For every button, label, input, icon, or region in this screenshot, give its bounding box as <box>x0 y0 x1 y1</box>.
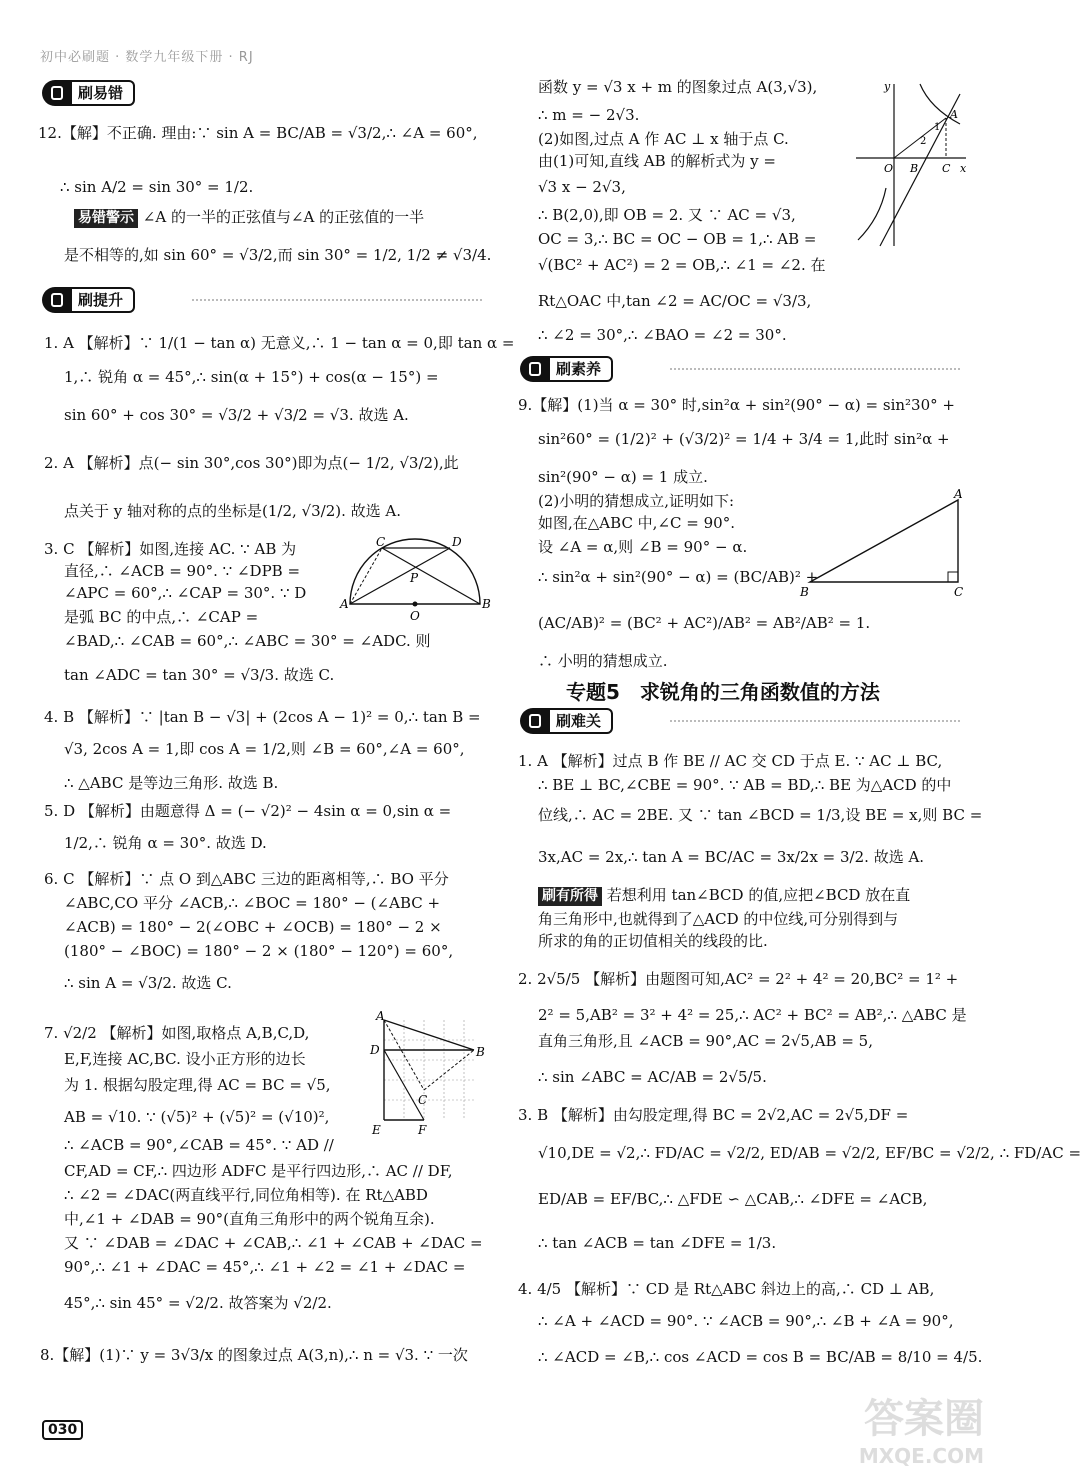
text-content: 45°,∴ sin 45° = √2/2. 故答案为 √2/2. <box>64 1294 332 1312</box>
text-line <box>518 968 958 990</box>
text-content: 1. A 【解析】∵ 1/(1 − tan α) 无意义,∴ 1 − tan α = 0,即 tan α = <box>44 334 515 352</box>
text-content: ∴ ∠2 = 30°,∴ ∠BAO = ∠2 = 30°. <box>538 326 787 344</box>
text-content: ∴ ∠ACD = ∠B,∴ cos ∠ACD = cos B = BC/AB = 8/10 = 4/5. <box>538 1348 983 1366</box>
text-line <box>518 1104 908 1126</box>
segment-cb <box>382 548 480 604</box>
running-header: 初中必刷题 · 数学九年级下册 · RJ <box>40 50 254 65</box>
divider <box>192 299 482 301</box>
right-triangle-figure <box>798 486 970 598</box>
badge-label: 刷素养 <box>550 356 613 382</box>
text-line <box>60 176 253 198</box>
text-line <box>538 536 747 558</box>
text-content: 6. C 【解析】∵ 点 O 到△ABC 三边的距离相等,∴ BO 平分 <box>44 870 449 888</box>
text-line <box>518 1278 934 1300</box>
text-line <box>64 916 442 938</box>
fig-label: A <box>340 597 349 611</box>
text-line <box>538 846 924 868</box>
text-line <box>64 560 300 582</box>
fig-label: y <box>884 80 891 93</box>
fig-label: F <box>418 1123 427 1137</box>
text-content: √3, 2cos A = 1,即 cos A = 1/2,则 ∠B = 60°,∠A = 60°, <box>64 740 465 758</box>
text-line <box>44 706 481 728</box>
text-content: ∴ tan ∠ACB = tan ∠DFE = 1/3. <box>538 1234 777 1252</box>
text-line <box>538 612 870 634</box>
text-content: 直角三角形,且 ∠ACB = 90°,AC = 2√5,AB = 5, <box>538 1032 873 1050</box>
fig-label: C <box>954 585 964 599</box>
text-content: ∴ sin ∠ABC = AC/AB = 2√5/5. <box>538 1068 767 1086</box>
fig-label: C <box>942 162 951 175</box>
text-line <box>538 1232 776 1254</box>
text-content: 点关于 y 轴对称的点的坐标是(1/2, √3/2). 故选 A. <box>64 502 401 520</box>
fig-label: A <box>376 1009 385 1023</box>
text-content: 位线,∴ AC = 2BE. 又 ∵ tan ∠BCD = 1/3,设 BE = x,则 BC = <box>538 806 983 824</box>
coordinate-figure <box>850 78 970 250</box>
text-content: tan ∠ADC = tan 30° = √3/3. 故选 C. <box>64 666 335 684</box>
fig-label: A <box>954 487 963 501</box>
badge-label: 刷难关 <box>550 708 613 734</box>
text-line <box>538 76 817 98</box>
text-line <box>64 1048 306 1070</box>
text-line <box>64 582 306 604</box>
divider <box>670 720 960 722</box>
text-content: ∴ m = − 2√3. <box>538 106 640 124</box>
watermark <box>859 1387 984 1468</box>
text-line <box>64 1134 334 1156</box>
fig-label: B <box>910 162 919 175</box>
text-line <box>38 122 478 144</box>
grid-figure <box>366 1010 492 1138</box>
text-line <box>538 428 950 450</box>
segment-cb <box>424 1050 474 1090</box>
text-line <box>74 206 424 228</box>
text-line <box>538 1142 1081 1164</box>
triangle-abc <box>810 500 958 582</box>
text-line <box>64 772 278 794</box>
text-content: ∴ △ABC 是等边三角形. 故选 B. <box>64 774 279 792</box>
text-content: 8.【解】(1)∵ y = 3√3/x 的图象过点 A(3,n),∴ n = √3. ∵ 一次 <box>40 1346 468 1364</box>
text-content: 又 ∵ ∠DAB = ∠DAC + ∠CAB,∴ ∠1 + ∠CAB + ∠DAC = <box>64 1234 483 1252</box>
text-line <box>538 254 826 276</box>
text-line <box>538 1346 982 1368</box>
text-content: 2. A 【解析】点(− sin 30°,cos 30°)即为点(− 1/2, √3/2),此 <box>44 454 459 472</box>
segment-ab <box>384 1020 474 1050</box>
text-content: 5. D 【解析】由题意得 Δ = (− √2)² − 4sin α = 0,sin α = <box>44 802 452 820</box>
text-line <box>538 490 734 512</box>
text-content: sin²(90° − α) = 1 成立. <box>538 468 708 486</box>
fig-label: x <box>960 162 967 175</box>
watermark-logo-text: 答案圈 <box>864 1396 984 1442</box>
text-line <box>64 366 439 388</box>
text-line <box>64 1208 435 1230</box>
text-content: CF,AD = CF,∴ 四边形 ADFC 是平行四边形,∴ AC // DF, <box>64 1162 453 1180</box>
text-content: √(BC² + AC²) = 2 = OB,∴ ∠1 = ∠2. 在 <box>538 256 826 274</box>
fig-label: B <box>482 597 491 611</box>
text-line <box>64 1292 332 1314</box>
text-content: 1/2,∴ 锐角 α = 30°. 故选 D. <box>64 834 267 852</box>
badge-easy-wrong <box>42 80 135 106</box>
text-line <box>64 500 401 522</box>
text-content: sin²60° = (1/2)² + (√3/2)² = 1/4 + 3/4 = 1,此时 sin²α + <box>538 430 950 448</box>
text-content: 为 1. 根据勾股定理,得 AC = BC = √5, <box>64 1076 331 1094</box>
text-content: sin 60° + cos 30° = √3/2 + √3/2 = √3. 故选 A. <box>64 406 409 424</box>
text-content: (AC/AB)² = (BC² + AC²)/AB² = AB²/AB² = 1. <box>538 614 871 632</box>
text-content: 4. B 【解析】∵ |tan B − √3| + (2cos A − 1)² = 0,∴ tan B = <box>44 708 481 726</box>
fig-label: D <box>452 535 462 549</box>
text-line <box>44 332 514 354</box>
text-line <box>538 290 811 312</box>
text-content: (2)小明的猜想成立,证明如下: <box>538 492 735 510</box>
text-content: 由(1)可知,直线 AB 的解析式为 y = <box>538 152 776 170</box>
text-content: 90°,∴ ∠1 + ∠DAC = 45°,∴ ∠1 + ∠2 = ∠1 + ∠DAC = <box>64 1258 466 1276</box>
text-line <box>44 1022 309 1044</box>
text-content: AB = √10. ∵ (√5)² + (√5)² = (√10)², <box>64 1108 330 1126</box>
text-line <box>538 774 951 796</box>
text-content: (2)如图,过点 A 作 AC ⊥ x 轴于点 C. <box>538 130 789 148</box>
text-line <box>538 930 768 952</box>
text-content: ∠ACB) = 180° − 2(∠OBC + ∠OCB) = 180° − 2 × <box>64 918 442 936</box>
text-content: ∴ ∠2 = ∠DAC(两直线平行,同位角相等). 在 Rt△ABD <box>64 1186 428 1204</box>
badge-hard <box>520 708 960 734</box>
fig-label: P <box>410 571 419 585</box>
text-content: OC = 3,∴ BC = OC − OB = 1,∴ AB = <box>538 230 817 248</box>
text-content: 1. A 【解析】过点 B 作 BE // AC 交 CD 于点 E. ∵ AC ⊥ BC, <box>518 752 943 770</box>
pencil-icon <box>520 356 550 382</box>
text-line <box>538 1004 967 1026</box>
text-line <box>64 1106 329 1128</box>
text-line <box>64 1160 453 1182</box>
note-tag: 刷有所得 <box>538 887 602 906</box>
fig-label: B <box>476 1045 485 1059</box>
text-content: 1,∴ 锐角 α = 45°,∴ sin(α + 15°) + cos(α − 15°) = <box>64 368 439 386</box>
text-line <box>44 538 296 560</box>
fig-label: O <box>884 162 894 175</box>
text-content: (180° − ∠BOC) = 180° − 2 × (180° − 120°) = 60°, <box>64 942 454 960</box>
text-line <box>64 940 453 962</box>
center-point <box>413 602 418 607</box>
text-content: E,F,连接 AC,BC. 设小正方形的边长 <box>64 1050 306 1068</box>
text-line <box>538 566 818 588</box>
text-content: ∴ sin A = √3/2. 故选 C. <box>64 974 232 992</box>
badge-label: 刷易错 <box>72 80 135 106</box>
text-line <box>538 1310 954 1332</box>
text-line <box>538 104 639 126</box>
text-content: 角三角形中,也就得到了△ACD 的中位线,可分别得到与 <box>538 910 899 928</box>
text-content: ∴ ∠ACB = 90°,∠CAB = 45°. ∵ AD // <box>64 1136 334 1154</box>
divider <box>670 368 960 370</box>
text-content: ∴ 小明的猜想成立. <box>538 652 668 670</box>
text-line <box>538 1030 873 1052</box>
text-line <box>538 466 708 488</box>
text-line <box>538 512 735 534</box>
fig-label: 1 <box>934 122 941 133</box>
segment-ac <box>384 1020 424 1090</box>
text-line <box>64 738 465 760</box>
text-line <box>64 404 409 426</box>
text-content: √3 x − 2√3, <box>538 178 626 196</box>
text-line <box>64 244 491 266</box>
topic-title: 专题5 求锐角的三角函数值的方法 <box>566 680 880 704</box>
text-line <box>538 150 776 172</box>
text-line <box>538 650 668 672</box>
text-content: ∠A 的一半的正弦值与∠A 的正弦值的一半 <box>142 208 425 226</box>
text-line <box>64 892 440 914</box>
text-content: 设 ∠A = α,则 ∠B = 90° − α. <box>538 538 748 556</box>
text-line <box>538 128 789 150</box>
text-content: √10,DE = √2,∴ FD/AC = √2/2, ED/AB = √2/2, EF/BC = √2/2, ∴ FD/AC = <box>538 1144 1081 1162</box>
text-content: 2. 2√5/5 【解析】由题图可知,AC² = 2² + 4² = 20,BC² = 1² + <box>518 970 959 988</box>
badge-literacy <box>520 356 960 382</box>
text-content: 9.【解】(1)当 α = 30° 时,sin²α + sin²(90° − α) = sin²30° + <box>518 396 955 414</box>
right-angle-mark <box>948 572 958 582</box>
fig-label: E <box>372 1123 381 1137</box>
text-content: 4. 4/5 【解析】∵ CD 是 Rt△ABC 斜边上的高,∴ CD ⊥ AB, <box>518 1280 935 1298</box>
text-content: ∠APC = 60°,∴ ∠CAP = 30°. ∵ D <box>64 584 307 602</box>
text-content: ∠BAD,∴ ∠CAB = 60°,∴ ∠ABC = 30° = ∠ADC. 则 <box>64 632 431 650</box>
text-line <box>64 972 232 994</box>
text-line <box>44 800 451 822</box>
text-content: ∴ ∠A + ∠ACD = 90°. ∵ ∠ACB = 90°,∴ ∠B + ∠A = 90°, <box>538 1312 954 1330</box>
text-content: ED/AB = EF/BC,∴ △FDE ∽ △CAB,∴ ∠DFE = ∠ACB, <box>538 1190 928 1208</box>
text-line <box>64 1256 465 1278</box>
text-line <box>64 630 431 652</box>
text-line <box>64 832 267 854</box>
text-content: 3. B 【解析】由勾股定理,得 BC = 2√2,AC = 2√5,DF = <box>518 1106 909 1124</box>
text-content: 中,∠1 + ∠DAB = 90°(直角三角形中的两个锐角互余). <box>64 1210 435 1228</box>
hyperbola-branch <box>858 188 886 240</box>
text-line <box>64 1232 483 1254</box>
text-content: 12.【解】不正确. 理由:∵ sin A = BC/AB = √3/2,∴ ∠A = 60°, <box>38 124 478 142</box>
text-line <box>538 1066 767 1088</box>
text-content: ∠ABC,CO 平分 ∠ACB,∴ ∠BOC = 180° − (∠ABC + <box>64 894 441 912</box>
text-content: 3x,AC = 2x,∴ tan A = BC/AC = 3x/2x = 3/2. 故选 A. <box>538 848 925 866</box>
fig-label: 2 <box>920 136 927 147</box>
text-line <box>538 908 898 930</box>
text-content: 3. C 【解析】如图,连接 AC. ∵ AB 为 <box>44 540 297 558</box>
text-content: ∴ BE ⊥ BC,∠CBE = 90°. ∵ AB = BD,∴ BE 为△ACD 的中 <box>538 776 952 794</box>
text-content: ∴ sin A/2 = sin 30° = 1/2. <box>60 178 254 196</box>
text-line <box>64 664 334 686</box>
fig-label: B <box>800 585 809 599</box>
text-line <box>538 324 787 346</box>
text-line <box>44 452 459 474</box>
pencil-icon <box>42 80 72 106</box>
badge-improve <box>42 287 482 313</box>
watermark-url: MXQE.COM <box>858 1444 984 1468</box>
fig-label: A <box>950 108 958 121</box>
page-number: 030 <box>42 1420 83 1440</box>
text-content: 函数 y = √3 x + m 的图象过点 A(3,√3), <box>538 78 818 96</box>
text-line <box>538 176 626 198</box>
text-content: 若想利用 tan∠BCD 的值,应把∠BCD 放在直 <box>606 886 911 904</box>
pencil-icon <box>42 287 72 313</box>
fig-label: C <box>376 535 386 549</box>
text-content: ∴ sin²α + sin²(90° − α) = (BC/AB)² + <box>538 568 819 586</box>
text-line <box>538 228 817 250</box>
pencil-icon <box>520 708 550 734</box>
text-content: 是不相等的,如 sin 60° = √3/2,而 sin 30° = 1/2, 1/2 ≠ √3/4. <box>64 246 492 264</box>
text-line <box>64 1074 331 1096</box>
note-tag: 易错警示 <box>74 209 138 228</box>
text-line <box>40 1344 468 1366</box>
text-line <box>64 1184 428 1206</box>
fig-label: D <box>370 1043 380 1057</box>
text-line <box>538 884 910 906</box>
text-line <box>538 204 796 226</box>
text-line <box>44 868 449 890</box>
text-line <box>538 1188 927 1210</box>
text-content: Rt△OAC 中,tan ∠2 = AC/OC = √3/3, <box>538 292 812 310</box>
segment-ad <box>350 548 450 604</box>
fig-label: O <box>410 609 420 623</box>
text-line <box>64 606 258 628</box>
text-content: 2² = 5,AB² = 3² + 4² = 25,∴ AC² + BC² = AB²,∴ △ABC 是 <box>538 1006 967 1024</box>
text-content: 是弧 BC 的中点,∴ ∠CAP = <box>64 608 259 626</box>
text-line <box>518 394 955 416</box>
text-content: 7. √2/2 【解析】如图,取格点 A,B,C,D, <box>44 1024 310 1042</box>
semicircle-figure <box>340 536 490 624</box>
text-content: 如图,在△ABC 中,∠C = 90°. <box>538 514 735 532</box>
fig-label: C <box>418 1093 428 1107</box>
text-content: 直径,∴ ∠ACB = 90°. ∵ ∠DPB = <box>64 562 301 580</box>
badge-label: 刷提升 <box>72 287 135 313</box>
text-line <box>538 804 982 826</box>
text-content: 所求的角的正切值相关的线段的比. <box>538 932 768 950</box>
text-line <box>518 750 942 772</box>
text-content: ∴ B(2,0),即 OB = 2. 又 ∵ AC = √3, <box>538 206 796 224</box>
